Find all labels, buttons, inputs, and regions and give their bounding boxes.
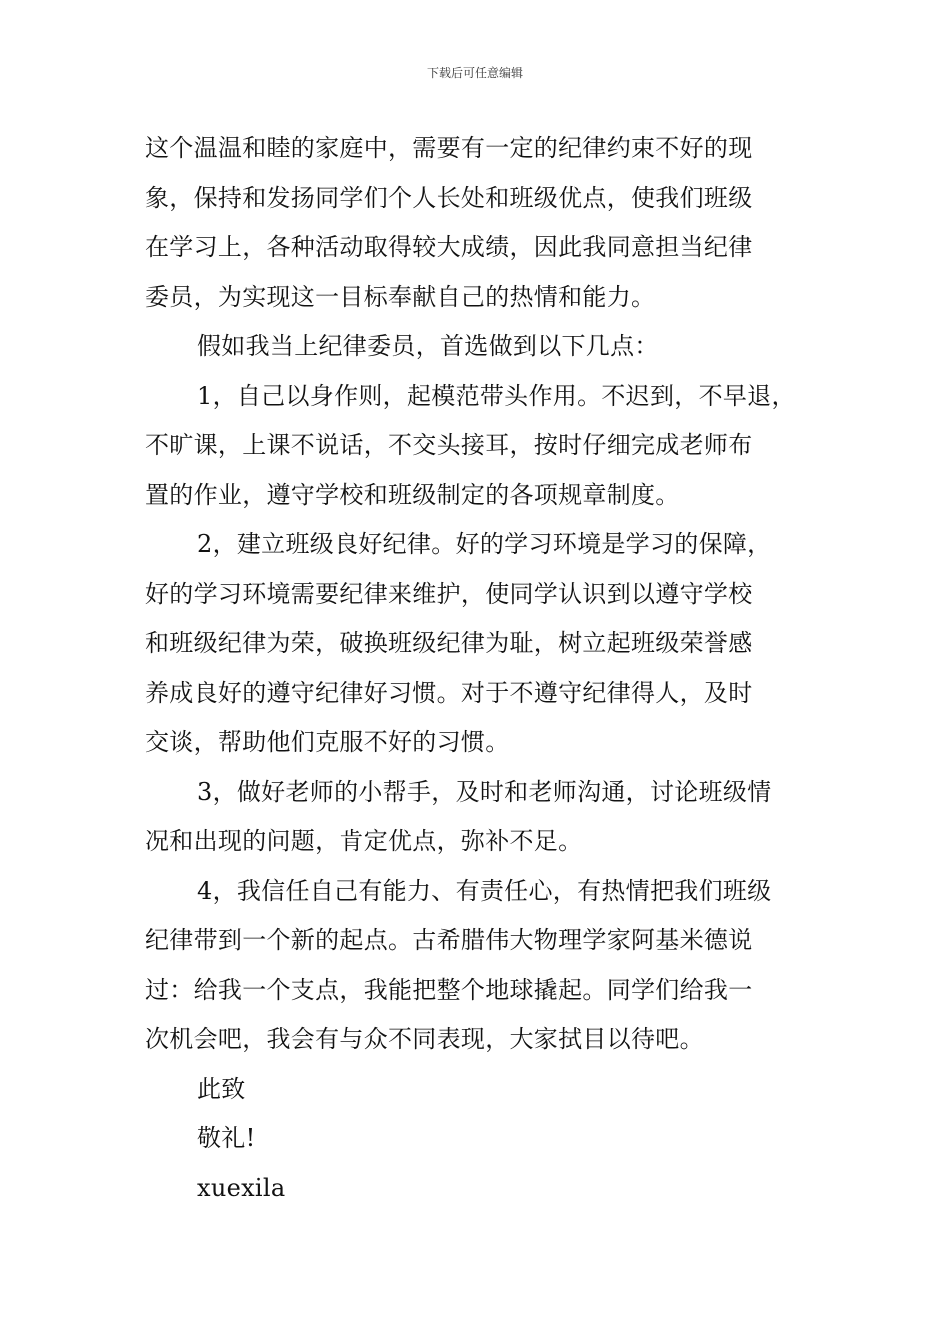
text-line: 委员，为实现这一目标奉献自己的热情和能力。 [145,282,656,311]
text-line: 纪律带到一个新的起点。古希腊伟大物理学家阿基米德说 [145,926,753,954]
text-line: 置的作业，遵守学校和班级制定的各项规章制度。 [145,480,680,509]
text-line: 4，我信任自己有能力、有责任心，有热情把我们班级 [197,876,772,905]
text-line: 次机会吧，我会有与众不同表现，大家拭目以待吧。 [145,1025,704,1053]
text-line: 2，建立班级良好纪律。好的学习环境是学习的保障， [197,530,772,558]
page-header: 下载后可任意编辑 [426,66,523,80]
text-line: 1，自己以身作则，起模范带头作用。不迟到，不早退， [197,381,796,410]
text-line: 养成良好的遵守纪律好习惯。对于不遵守纪律得人，及时 [145,678,753,707]
text-line: 和班级纪律为荣，破换班级纪律为耻，树立起班级荣誉感 [145,629,753,657]
closing-line: 此致 [197,1074,246,1103]
signature-line: xuexila [197,1173,286,1202]
text-line: 象，保持和发扬同学们个人长处和班级优点，使我们班级 [145,183,753,212]
text-line: 不旷课，上课不说话，不交头接耳，按时仔细完成老师布 [145,431,753,459]
text-line: 3，做好老师的小帮手，及时和老师沟通，讨论班级情 [197,777,772,806]
text-line: 过：给我一个支点，我能把整个地球撬起。同学们给我一 [145,975,753,1004]
text-line: 这个温温和睦的家庭中，需要有一定的纪律约束不好的现 [145,134,753,162]
text-line: 在学习上，各种活动取得较大成绩，因此我同意担当纪律 [145,233,753,261]
document-body [145,124,827,1213]
text-line: 况和出现的问题，肯定优点，弥补不足。 [145,827,583,855]
text-line: 假如我当上纪律委员，首选做到以下几点： [197,332,659,360]
salutation-line: 敬礼! [197,1124,256,1152]
text-line: 交谈，帮助他们克服不好的习惯。 [145,728,510,756]
text-line: 好的学习环境需要纪律来维护，使同学认识到以遵守学校 [145,579,753,608]
